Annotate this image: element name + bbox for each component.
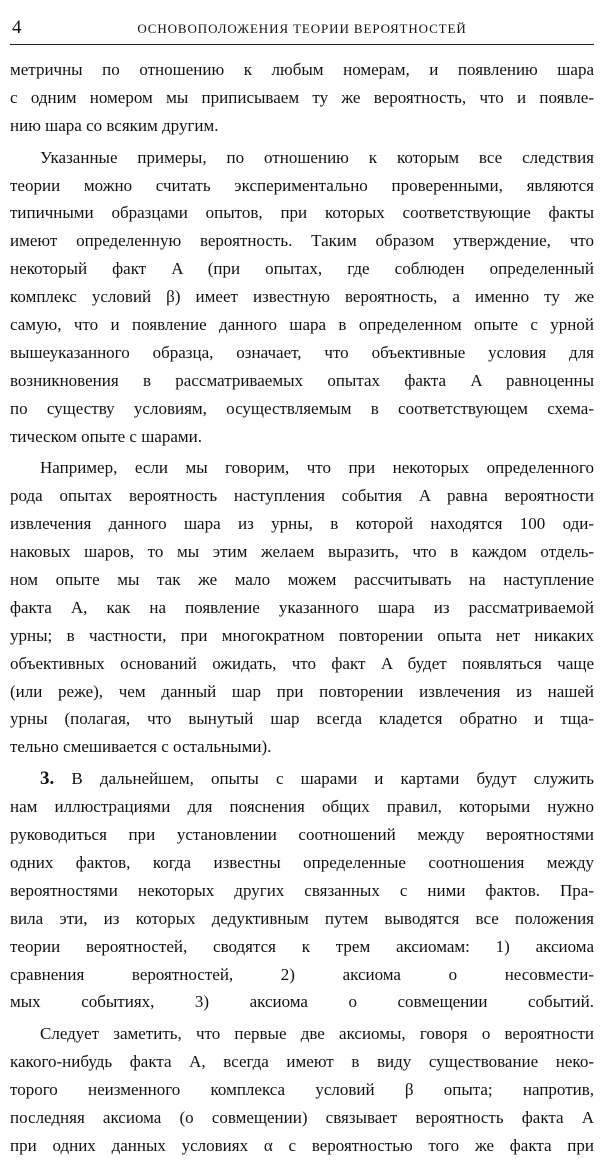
text-line: имеют определенную вероятность. Таким образом утверждение, что <box>10 231 594 251</box>
text-line: наковых шаров, то мы этим желаем выразить, что в каждом отдель- <box>10 542 594 562</box>
text-line: некоторый факт A (при опытах, где соблюден определенный <box>10 259 594 279</box>
text-line: возникновения в рассматриваемых опытах факта A равноценны <box>10 370 594 390</box>
text-line <box>10 765 594 793</box>
text-line: торого неизменного комплекса условий β опыта; напротив, <box>10 1080 594 1100</box>
text-line: какого-нибудь факта A, всегда имеют в виду существование неко- <box>10 1052 594 1072</box>
running-title: ОСНОВОПОЛОЖЕНИЯ ТЕОРИИ ВЕРОЯТНОСТЕЙ <box>137 21 467 36</box>
text-line: самую, что и появление данного шара в определенном опыте с урной <box>10 315 594 335</box>
text-line: тельно смешивается с остальными). <box>10 737 272 757</box>
text-line: ном опыте мы так же мало можем рассчитывать на наступление <box>10 570 594 590</box>
text-line: объективных оснований ожидать, что факт A будет появляться чаще <box>10 653 594 673</box>
text-line: одних фактов, когда известны определенные соотношения между <box>10 852 594 872</box>
text-line: теории можно считать экспериментально проверенными, являются <box>10 175 594 195</box>
text-line: нию шара со всяким другим. <box>10 115 219 135</box>
text-line: последняя аксиома (о совмещении) связывает вероятность факта A <box>10 1107 594 1127</box>
text-line: извлечения данного шара из урны, в которой находятся 100 оди- <box>10 514 594 534</box>
text-line: с одним номером мы приписываем ту же вероятность, что и появле- <box>10 87 594 107</box>
text-line: рода опытах вероятность наступления события A равна вероятности <box>10 486 594 506</box>
paragraph <box>10 765 594 1016</box>
text-line: типичными образцами опытов, при которых соответствующие факты <box>10 203 594 223</box>
text-line: (или реже), чем данный шар при повторении извлечения из нашей <box>10 681 594 701</box>
text-line: при одних данных условиях α с вероятностью того же факта при <box>10 1135 594 1155</box>
text-line: метричны по отношению к любым номерам, и появлению шара <box>10 60 594 79</box>
book-page <box>10 14 594 1155</box>
text-line: теории вероятностей, сводятся к трем аксиомам: 1) аксиома <box>10 936 594 956</box>
text-line: Следует заметить, что первые две аксиомы, говоря о вероятности <box>40 1024 594 1044</box>
page-header <box>10 14 594 45</box>
paragraph <box>10 144 594 451</box>
text-line: факта A, как на появление указанного шара из рассматриваемой <box>10 597 594 617</box>
text-line: урны (полагая, что вынутый шар всегда кладется обратно и тща- <box>10 709 594 729</box>
text-line-content: В дальнейшем, опыты с шарами и картами будут служить <box>71 769 594 789</box>
text-line: Указанные примеры, по отношению к которым все следствия <box>40 147 594 167</box>
text-line: урны; в частности, при многократном повторении опыта нет никаких <box>10 625 594 645</box>
text-line: Например, если мы говорим, что при некоторых определенного <box>40 458 594 478</box>
text-line: тическом опыте с шарами. <box>10 426 202 446</box>
paragraph <box>10 56 594 140</box>
text-line: вила эти, из которых дедуктивным путем выводятся все положения <box>10 908 594 928</box>
text-line: комплекс условий β) имеет известную вероятность, а именно ту же <box>10 287 594 307</box>
text-line: сравнения вероятностей, 2) аксиома о несовмести- <box>10 964 594 984</box>
paragraph <box>10 1020 594 1159</box>
body-text <box>10 56 594 1160</box>
text-line: нам иллюстрациями для пояснения общих правил, которыми нужно <box>10 797 594 817</box>
page-number: 4 <box>12 17 22 38</box>
section-number: 3. <box>40 768 55 790</box>
text-line: вышеуказанного образца, означает, что объективные условия для <box>10 342 594 362</box>
text-line: вероятностями некоторых других связанных с ними фактов. Пра- <box>10 880 594 900</box>
text-line: по существу условиям, осуществляемым в соответствующем схема- <box>10 398 594 418</box>
text-line: руководиться при установлении соотношений между вероятностями <box>10 825 594 845</box>
text-line: мых событиях, 3) аксиома о совмещении событий. <box>10 992 594 1012</box>
paragraph <box>10 454 594 761</box>
